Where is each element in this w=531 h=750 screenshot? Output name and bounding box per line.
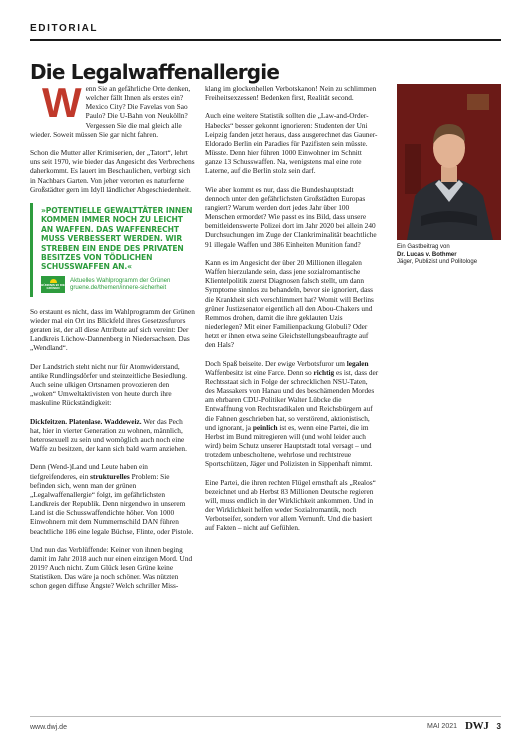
paragraph: Auch eine weitere Statistik sollten die „Law-and-Order-Habecks“ besser gekonnt ignorieren: Studenten der Uni Leipzig fanden jetzt heraus, dass ausgerechnet das Gauner-Eldorado Berlin ein Paradies für Pazifisten sein müsste. Müsste. Denn hier führen 1000 Einwohner im Schnitt ganze 13 Schusswaffen. Na, wenigstens mal eine rote Laterne, auf die Berlin stolz sein darf. — [205, 111, 378, 176]
footer-info — [427, 720, 501, 732]
sunflower-icon — [50, 279, 57, 283]
paragraph: Denn (Wend-)Land und Leute haben ein tiefgreifenderes, ein strukturelles Problem: Sie befinden sich, wenn man der grünen „Legalwaffenallergie“ folgt, im gefährlichsten Landkreis der Republik. Denn nirgendwo in unserem Land ist die Schusswaffendichte höher. Von 1000 Einwohnern mit dem Nummernschild DAN führen beachtliche 186 eine legale Büchse, Flinte, oder Pistole. — [30, 462, 194, 536]
paragraph: Kann es im Angesicht der über 20 Millionen illegalen Waffen hierzulande sein, dass jene sozialromantische Klientelpolitik zuerst Diagnosen falsch stellt, um dann Symptome sinnlos zu behandeln, bevor sie ignoriert, dass die Krankheit sich verschlimmert hat? Womit will Berlins grüner Justizsenator eigentlich all den Abou-Chakers und Remmos drohen, damit die ihre geklauten Uzis niederlegen? Mit einer Familienpackung Globuli? Oder hetzt er ihnen etwa seine Gleichstellungsbeauftragte auf den Hals? — [205, 257, 374, 350]
paragraph: Und nun das Verblüffende: Keiner von ihnen beging damit im Jahr 2018 auch nur einen einzigen Mord. Und 2019? Auch nicht. Zum Glück lesen Grüne keine Statistiken. Das wäre ja noch schöner. Was nützten schon gegen diffuse Ängste? Welch schriller Miss- — [30, 544, 193, 591]
drop-cap: W — [42, 84, 82, 126]
author-photo — [397, 84, 501, 240]
paragraph: Doch Spaß beiseite. Der ewige Verbotsfuror um legalen Waffenbesitz ist eine Farce. Denn so richtig es ist, dass der Rechtsstaat sich in Folge der schrecklichen NSU-Taten, des Massakers von Hanau und des beschämenden Mordes am ehrbaren CDU-Politiker Walter Lübcke die Entwaffnung von Rechtsradikalen und Reichsbürgern auf die Fahnen geschrieben hat, so verstörend, aktionistisch, und ignorant, ja peinlich ist es, wenn eine Partei, die im Herbst im Bund mitregieren will (und wohl leider auch wird) beim Schutz unserer Hauptstadt total versagt – und trotzdem unbescholtene, wehrlose und rechtstreue Sportschützen, Jäger und Polizisten in Sippenhaft nimmt. — [205, 358, 379, 469]
gruene-logo: BÜNDNIS 90 DIE GRÜNEN — [41, 276, 65, 293]
pull-quote — [30, 203, 195, 297]
article-column-1 — [30, 84, 195, 600]
paragraph: Der Landstrich steht nicht nur für Atomwiderstand, antike Rundlingsdörfer und steinzeitliche Besiedlung. Auch seine ulkigen Ortsnamen provozieren den „woken“ Umweltaktivisten von heute durch ihre maskuline Rückständigkeit: — [30, 361, 188, 408]
paragraph: Schon die Mutter aller Krimiserien, der „Tatort“, lehrt uns seit 1970, wie bieder das Angesicht des Verbrechens daherkommt. Es lauert im Beschaulichen, verbirgt sich in Nachbars Garten. Von jeher verorten es naturferne Großstädter gern im Idyll ländlicher Abgeschiedenheit. — [30, 148, 195, 194]
footer-rule — [30, 716, 501, 717]
author-name: Dr. Lucas v. Bothmer — [397, 251, 457, 258]
article-column-2 — [205, 84, 379, 542]
intro-paragraph: Wenn Sie an gefährliche Orte denken, welcher fällt Ihnen als erstes ein? Mexico City? Die Favelas von Sao Paulo? Die U-Bahn von Neukölln? Vergessen Sie die mal gleich alle wieder. Soweit müssen Sie gar nicht fahren. — [30, 84, 191, 139]
section-label: EDITORIAL — [30, 23, 99, 34]
source-link[interactable]: gruene.de/themen/innere-sicherheit — [70, 284, 167, 292]
paragraph: klang im glockenhellen Verbotskanon! Nein zu schlimmen Freiheitsexzessen! Bedenken first, Realität second. — [205, 84, 377, 103]
author-role: Jäger, Publizist und Politologe — [397, 259, 478, 266]
dwj-logo: DWJ — [465, 720, 489, 732]
pull-quote-source — [41, 276, 195, 293]
headline: Die Legalwaffenallergie — [30, 60, 280, 84]
footer-url[interactable]: www.dwj.de — [30, 724, 67, 731]
page-number: 3 — [496, 721, 501, 731]
pull-quote-text: »POTENTIELLE GEWALTTÄTER INNEN KOMMEN IMMER NOCH ZU LEICHT AN WAFFEN. DAS WAFFENRECHT MUSS VERBESSERT WERDEN. WIR STREBEN EIN ENDE DES PRIVATEN BESITZES VON TÖDLICHEN SCHUSSWAFFEN AN.« — [41, 206, 193, 272]
paragraph: Eine Partei, die ihren rechten Flügel ernsthaft als „Realos“ bezeichnet und ab Herbst 83 Millionen Deutsche regieren will, muss endlich in der Wirklichkeit ankommen. Und in der Wirklichkeit helfen weder Sozialromantik, noch Verbotseifer, sondern vor allem Vernunft. Und die basiert auf Fakten – nicht auf Gefühlen. — [205, 477, 376, 533]
author-caption: Ein Gastbeitrag von Dr. Lucas v. Bothmer Jäger, Publizist und Politologe — [397, 244, 507, 267]
paragraph: Wie aber kommt es nur, dass die Bundeshauptstadt dennoch unter den gefährlichsten Großstädten Europas rangiert? Warum werden dort jedes Jahr über 100 Menschen ermordet? Wie passt es ins Bild, dass unsere bemitleidenswerte Polizei dort im Jahr 2020 bei allein 240 Durchsuchungen im Zuge der Clankriminalität beachtliche 91 illegale Waffen und 386 Einheiten Munition fand? — [205, 184, 377, 249]
issue-date: MAI 2021 — [427, 722, 457, 730]
source-title: Aktuelles Wahlprogramm der Grünen — [70, 276, 171, 284]
top-rule — [30, 39, 501, 41]
paragraph: So erstaunt es nicht, dass im Wahlprogramm der Grünen wieder mal ein Ort ins Blickfeld ihres Gesetzesfurors geraten ist, der all diese Attribute auf sich vereint: Der Landkreis Lüchow-Dannenberg in Niedersachsen. Das „Wendland“. — [30, 306, 195, 353]
paragraph: Dickfeitzen. Platenlase. Waddeweiz. Wer das Pech hat, hier in vierter Generation zu wohnen, männlich, heterosexuell zu sein und womöglich auch noch eine Waffe zu besitzen, der kann sich bald warm anziehen. — [30, 416, 187, 454]
author-portrait-icon — [397, 84, 501, 240]
